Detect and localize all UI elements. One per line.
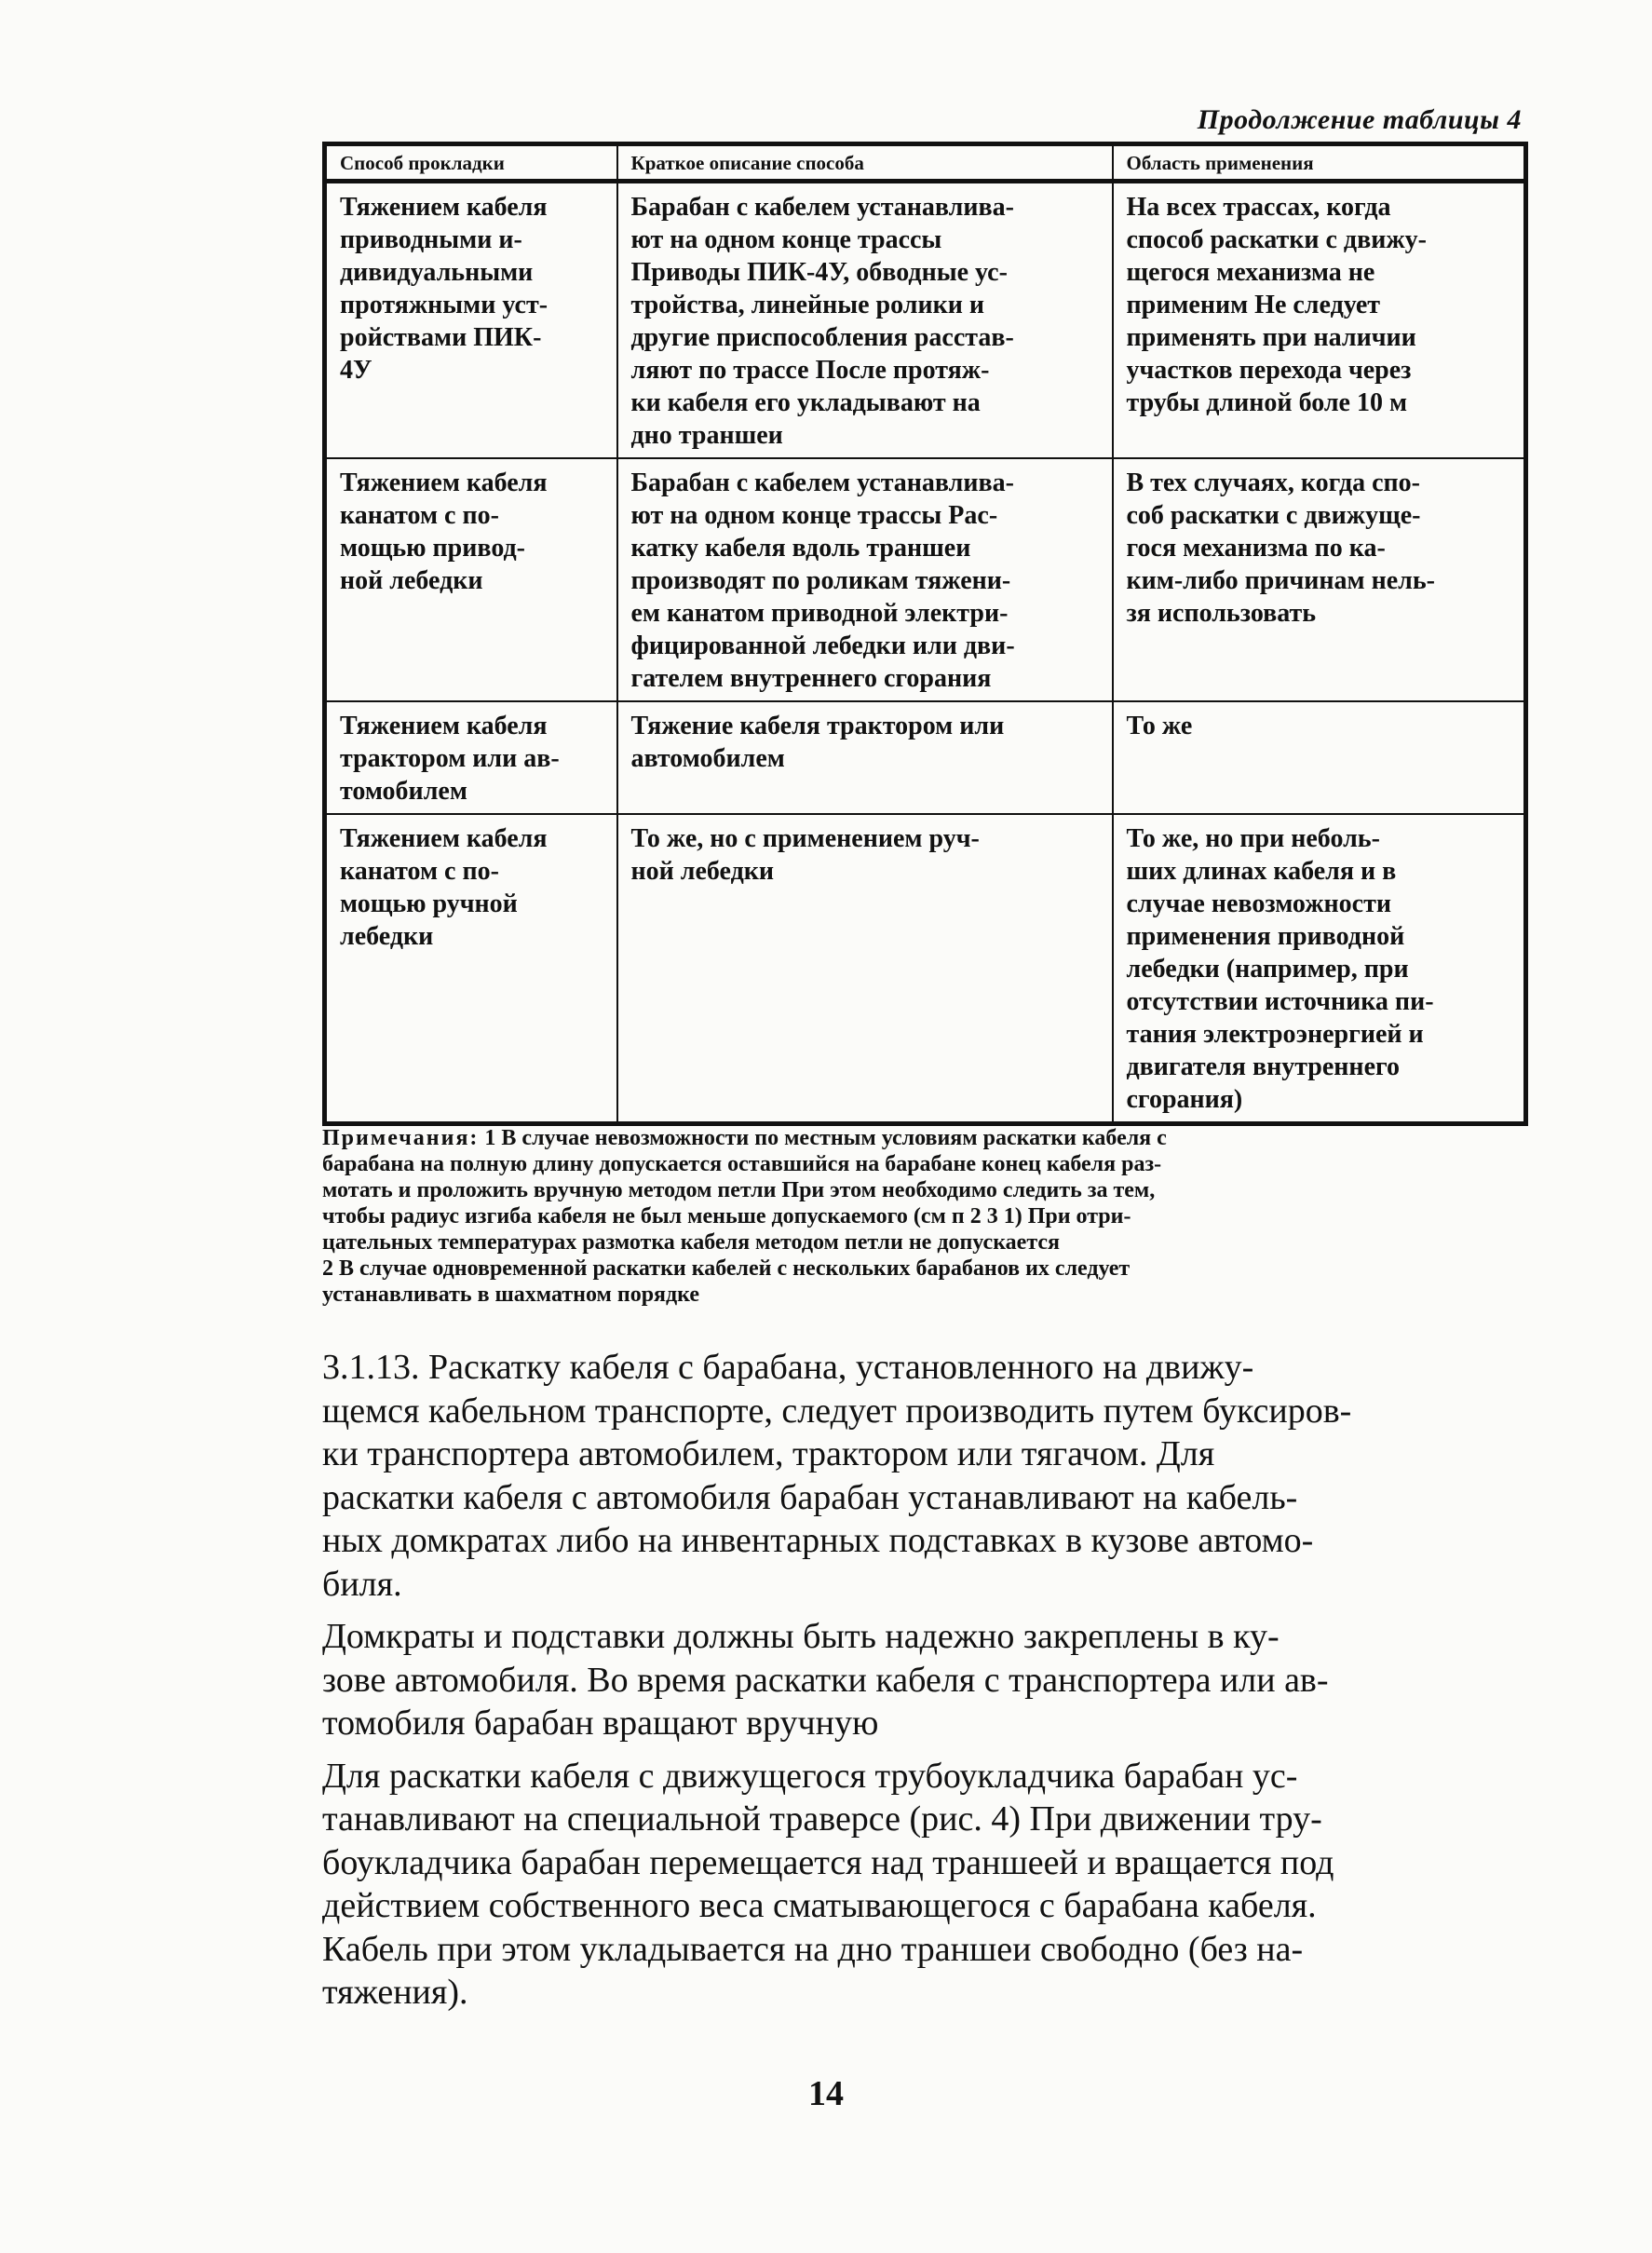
- cell-method: Тяжением кабеля приводными и- дивидуальными протяжными уст- ройствами ПИК- 4У: [325, 182, 617, 459]
- table-row: [325, 814, 1526, 1124]
- cell-method: Тяжением кабеля трактором или ав- томобилем: [325, 701, 617, 814]
- cell-scope: То же: [1113, 701, 1526, 814]
- table-continuation-caption: Продолжение таблицы 4: [1197, 104, 1522, 135]
- table-row: [325, 182, 1526, 459]
- table-header-row: [325, 144, 1526, 182]
- cell-description: Тяжение кабеля трактором или автомобилем: [617, 701, 1113, 814]
- cell-description: Барабан с кабелем устанавлива- ют на одном конце трассы Приводы ПИК-4У, обводные ус- тройства, линейные ролики и другие приспособления расстав- ляют по трассе После протяж- ки кабеля его укладывают на дно траншеи: [617, 182, 1113, 459]
- table-row: [325, 701, 1526, 814]
- cell-method: Тяжением кабеля канатом с по- мощью привод- ной лебедки: [325, 458, 617, 701]
- paragraph-jacks: Домкраты и подставки должны быть надежно закреплены в ку- зове автомобиля. Во время раскатки кабеля с транспортера или ав- томобиля барабан вращают вручную: [322, 1617, 1329, 1743]
- column-header-method: Способ прокладки: [325, 144, 617, 182]
- paragraph-pipelayer: Для раскатки кабеля с движущегося трубоукладчика барабан ус- танавливают на специальной траверсе (рис. 4) При движении тру- боукладчика барабан перемещается над траншеей и вращается под действием собственного веса сматывающегося с барабана кабеля. Кабель при этом укладывается на дно траншеи свободно (без на- тяжения).: [322, 1756, 1334, 2012]
- cell-description: Барабан с кабелем устанавлива- ют на одном конце трассы Рас- катку кабеля вдоль траншеи производят по роликам тяжени- ем канатом приводной электри- фицированной лебедки или дви- гателем внутреннего сгорания: [617, 458, 1113, 701]
- note-2: 2 В случае одновременной раскатки кабелей с нескольких барабанов их следует устанавливать в шахматном порядке: [322, 1256, 1131, 1307]
- note-1: 1 В случае невозможности по местным условиям раскатки кабеля с барабана на полную длину допускается оставшийся на барабане конец кабеля раз- мотать и проложить вручную методом петли При этом необходимо следить за тем, чтобы радиус изгиба кабеля не был меньше допускаемого (см п 2 3 1) При отри- цательных температурах размотка кабеля методом петли не допускается: [322, 1126, 1167, 1255]
- page-number: 14: [808, 2074, 844, 2113]
- body-text: [322, 1346, 1523, 2024]
- column-header-description: Краткое описание способа: [617, 144, 1113, 182]
- cell-scope: В тех случаях, когда спо- соб раскатки с движуще- гося механизма по ка- ким-либо причинам нель- зя использовать: [1113, 458, 1526, 701]
- cell-scope: На всех трассах, когда способ раскатки с движу- щегося механизма не применим Не следует применять при наличии участков перехода через трубы длиной боле 10 м: [1113, 182, 1526, 459]
- cell-method: Тяжением кабеля канатом с по- мощью ручной лебедки: [325, 814, 617, 1124]
- paragraph-3-1-13: 3.1.13. Раскатку кабеля с барабана, установленного на движу- щемся кабельном транспорте, следует производить путем буксиров- ки транспортера автомобилем, трактором или тягачом. Для раскатки кабеля с автомобиля барабан устанавливают на кабель- ных домкратах либо на инвентарных подставках в кузове автомо- биля.: [322, 1348, 1352, 1604]
- table-notes: [322, 1125, 1523, 1308]
- cable-laying-methods-table: [322, 142, 1528, 1126]
- notes-label: Примечания:: [322, 1126, 480, 1150]
- cell-scope: То же, но при неболь- ших длинах кабеля и в случае невозможности применения приводной лебедки (например, при отсутствии источника пи- тания электроэнергией и двигателя внутреннего сгорания): [1113, 814, 1526, 1124]
- table-row: [325, 458, 1526, 701]
- column-header-scope: Область применения: [1113, 144, 1526, 182]
- cell-description: То же, но с применением руч- ной лебедки: [617, 814, 1113, 1124]
